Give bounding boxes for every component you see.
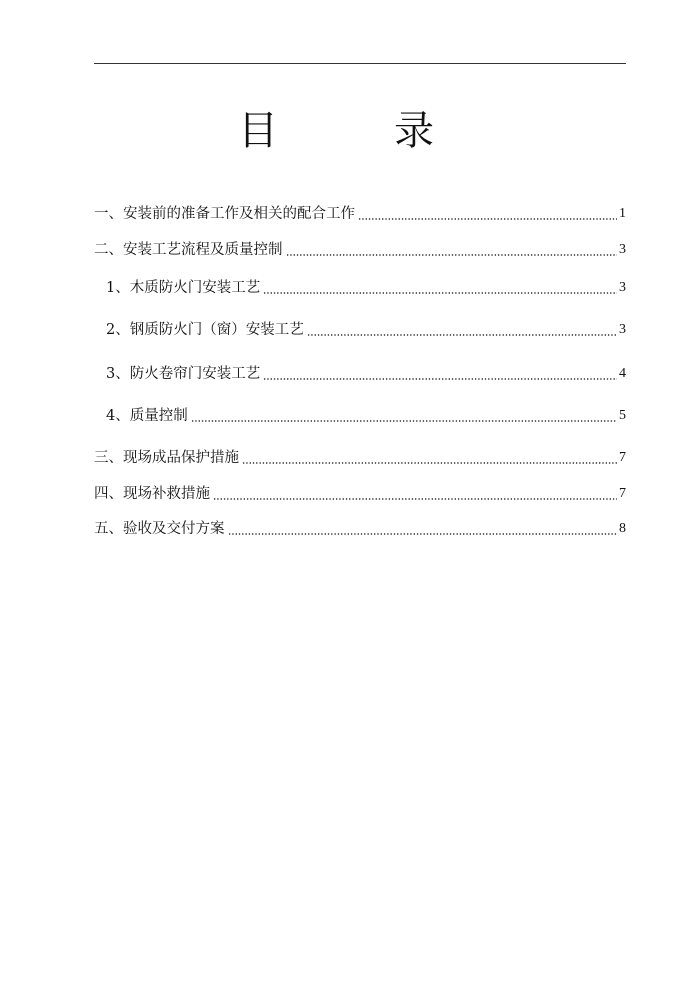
toc-entry-1[interactable] — [94, 203, 626, 225]
toc-entry-label: 五、验收及交付方案 — [94, 521, 225, 537]
toc-entry-label: 1、木质防火门安装工艺 — [106, 280, 261, 296]
toc-entry-2-1[interactable] — [106, 277, 626, 299]
toc-entry-label: 3、防火卷帘门安装工艺 — [106, 366, 261, 382]
toc-entry-page: 3 — [619, 280, 626, 295]
toc-leader-dots — [307, 334, 617, 336]
toc-entry-5[interactable] — [94, 518, 626, 540]
toc-title: 目 录 — [238, 108, 472, 154]
toc-leader-dots — [213, 498, 617, 500]
toc-entry-2-3[interactable] — [106, 363, 626, 385]
toc-entry-label: 二、安装工艺流程及质量控制 — [94, 242, 283, 258]
toc-leader-dots — [263, 378, 617, 380]
header-rule — [94, 63, 626, 64]
toc-entry-3[interactable] — [94, 447, 626, 469]
toc-entry-2-2[interactable] — [106, 319, 626, 341]
toc-leader-dots — [242, 462, 617, 464]
toc-entry-label: 4、质量控制 — [106, 408, 188, 424]
toc-entry-2[interactable] — [94, 239, 626, 261]
toc-leader-dots — [228, 533, 618, 535]
toc-entry-page: 1 — [619, 206, 626, 221]
toc-entry-page: 3 — [619, 322, 626, 337]
toc-entry-4[interactable] — [94, 483, 626, 505]
toc-entry-2-4[interactable] — [106, 405, 626, 427]
toc-leader-dots — [191, 420, 617, 422]
toc-entry-label: 一、安装前的准备工作及相关的配合工作 — [94, 206, 355, 222]
toc-entry-page: 3 — [619, 242, 626, 257]
toc-entry-page: 8 — [619, 521, 626, 536]
toc-entry-page: 4 — [619, 366, 626, 381]
toc-entry-page: 5 — [619, 408, 626, 423]
toc-entry-page: 7 — [619, 486, 626, 501]
toc-leader-dots — [286, 254, 618, 256]
toc-leader-dots — [358, 218, 617, 220]
toc-entry-page: 7 — [619, 450, 626, 465]
toc-entry-label: 三、现场成品保护措施 — [94, 450, 239, 466]
toc-entry-label: 2、钢质防火门（窗）安装工艺 — [106, 322, 304, 338]
toc-leader-dots — [263, 292, 617, 294]
toc-entry-label: 四、现场补救措施 — [94, 486, 210, 502]
